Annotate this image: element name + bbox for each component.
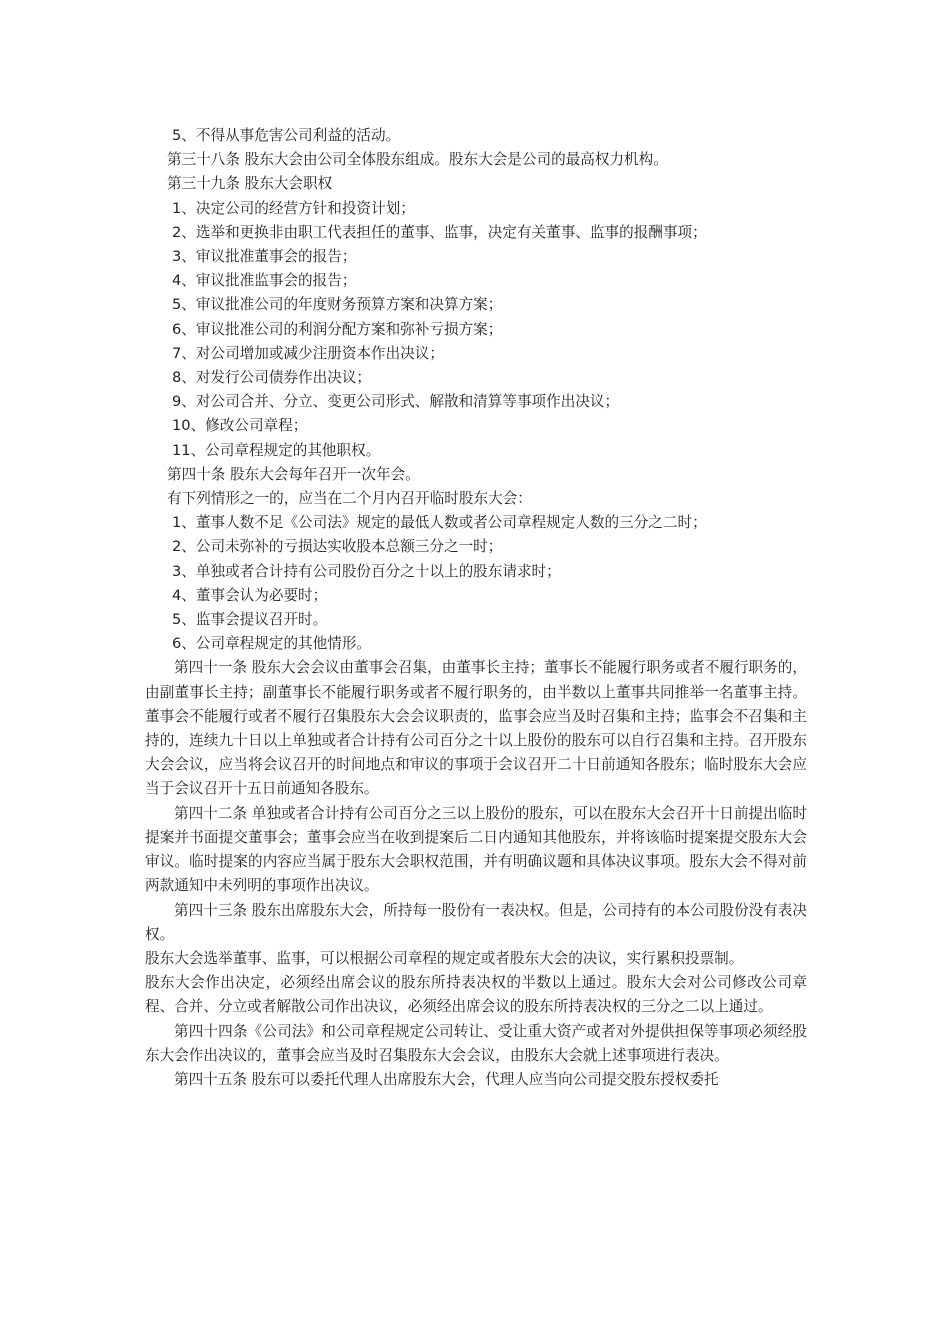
list-item: 10、修改公司章程； [172,417,308,435]
list-item: 1、决定公司的经营方针和投资计划； [172,199,415,217]
list-item: 5、审议批准公司的年度财务预算方案和决算方案； [172,296,503,314]
list-item: 2、公司未弥补的亏损达实收股本总额三分之一时； [172,538,503,556]
article-paragraph: 股东大会作出决定，必须经出席会议的股东所持表决权的半数以上通过。股东大会对公司修改公司章程、合并、分立或者解散公司作出决议，必须经出席会议的股东所持表决权的三分之二以上通过。 [145,974,807,1016]
article-heading: 第三十九条 股东大会职权 [167,175,333,193]
list-item: 1、董事人数不足《公司法》规定的最低人数或者公司章程规定人数的三分之二时； [172,514,707,532]
list-item: 3、审议批准董事会的报告； [172,248,357,266]
list-item: 5、监事会提议召开时。 [172,611,328,629]
document-body [145,124,807,1092]
list-item: 11、公司章程规定的其他职权。 [172,441,381,459]
article-paragraph: 第四十一条 股东大会会议由董事会召集，由董事长主持；董事长不能履行职务或者不履行职务的，由副董事长主持；副董事长不能履行职务或者不履行职务的，由半数以上董事共同推举一名董事主持。董事会不能履行或者不履行召集股东大会会议职责的，监事会应当及时召集和主持；监事会不召集和主持的，连续九十日以上单独或者合计持有公司百分之十以上股份的股东可以自行召集和主持。召开股东大会会议，应当将会议召开的时间地点和审议的事项于会议召开二十日前通知各股东；临时股东大会应当于会议召开十五日前通知各股东。 [145,659,807,798]
list-item: 3、单独或者合计持有公司股份百分之十以上的股东请求时； [172,562,561,580]
list-item: 2、选举和更换非由职工代表担任的董事、监事，决定有关董事、监事的报酬事项； [172,223,707,241]
list-item: 4、审议批准监事会的报告； [172,272,357,290]
list-item: 9、对公司合并、分立、变更公司形式、解散和清算等事项作出决议； [172,393,620,411]
article-paragraph: 第四十二条 单独或者合计持有公司百分之三以上股份的股东，可以在股东大会召开十日前提出临时提案并书面提交董事会；董事会应当在收到提案后二日内通知其他股东，并将该临时提案提交股东大会审议。临时提案的内容应当属于股东大会职权范围，并有明确议题和具体决议事项。股东大会不得对前两款通知中未列明的事项作出决议。 [145,804,807,895]
article-line: 第三十八条 股东大会由公司全体股东组成。股东大会是公司的最高权力机构。 [167,151,668,169]
article-paragraph: 第四十五条 股东可以委托代理人出席股东大会，代理人应当向公司提交股东授权委托 [174,1070,719,1088]
list-item: 7、对公司增加或减少注册资本作出决议； [172,344,444,362]
list-item: 6、公司章程规定的其他情形。 [172,635,372,653]
list-item: 4、董事会认为必要时； [172,586,328,604]
article-paragraph: 第四十三条 股东出席股东大会，所持每一股份有一表决权。但是，公司持有的本公司股份没有表决权。 [145,901,807,943]
article-line: 第四十条 股东大会每年召开一次年会。 [167,465,420,483]
list-item: 6、审议批准公司的利润分配方案和弥补亏损方案； [172,320,503,338]
list-item: 8、对发行公司债券作出决议； [172,369,372,387]
article-paragraph: 股东大会选举董事、监事，可以根据公司章程的规定或者股东大会的决议，实行累积投票制。 [145,949,744,967]
article-line: 有下列情形之一的，应当在二个月内召开临时股东大会： [167,490,532,508]
list-item: 5、不得从事危害公司利益的活动。 [172,127,401,144]
article-paragraph: 第四十四条《公司法》和公司章程规定公司转让、受让重大资产或者对外提供担保等事项必须经股东大会作出决议的，董事会应当及时召集股东大会会议，由股东大会就上述事项进行表决。 [145,1022,807,1064]
